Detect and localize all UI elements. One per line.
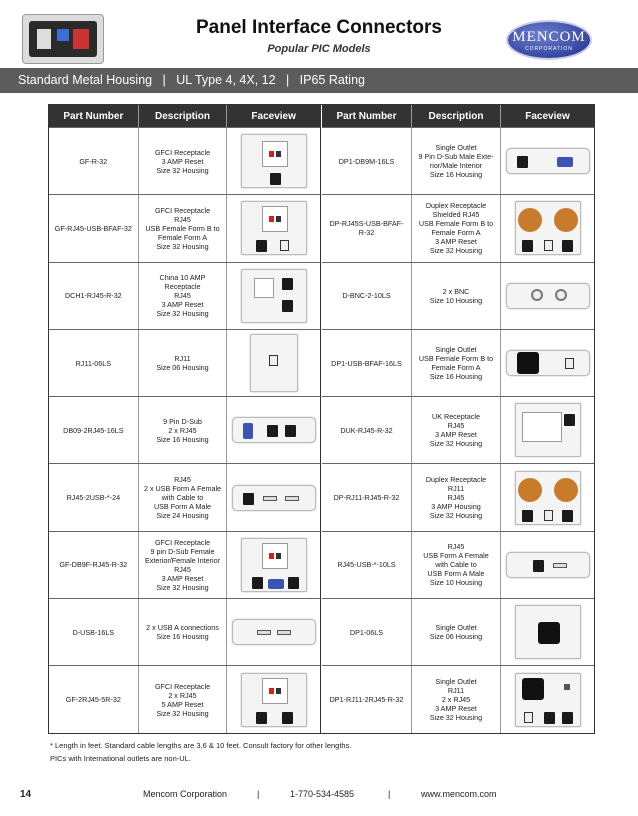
usbb-module-icon (524, 712, 533, 723)
faceview (227, 263, 320, 329)
footer-separator: | (388, 789, 391, 799)
description: Duplex Receptacle RJ11 RJ45 3 AMP Housing Size 32 Housing (412, 464, 501, 530)
table-row (49, 598, 320, 665)
connector-table (48, 104, 595, 734)
rj-module-icon (562, 510, 573, 522)
faceview-plate (515, 471, 581, 525)
description: 2 x USB A connections Size 16 Housing (139, 599, 228, 665)
faceview-plate (241, 134, 307, 188)
part-number: DP1-DB9M-16LS (322, 128, 412, 194)
logo-subtext: CORPORATION (525, 46, 573, 52)
table-row (322, 127, 594, 194)
table-row (322, 262, 594, 329)
part-number: DP-RJ45S-USB-BFAF- R-32 (322, 195, 412, 261)
description: RJ11 Size 06 Housing (139, 330, 228, 396)
outlet-module-icon (517, 352, 539, 374)
description: 2 x BNC Size 10 Housing (412, 263, 501, 329)
faceview-plate (506, 350, 590, 376)
table-row (49, 329, 320, 396)
part-number: RJ11-06LS (49, 330, 139, 396)
dbh-module-icon (268, 579, 284, 589)
dup-module-icon (554, 208, 578, 232)
rj-module-icon (267, 425, 278, 437)
usba-module-icon (257, 630, 271, 635)
dup-module-icon (518, 208, 542, 232)
usbb-module-icon (269, 355, 278, 366)
faceview (501, 330, 594, 396)
faceview-plate (506, 552, 590, 578)
part-number: DP-RJ11-RJ45-R-32 (322, 464, 412, 530)
faceview-plate (241, 201, 307, 255)
table-row (49, 127, 320, 194)
rj-module-icon (270, 173, 281, 185)
table-row (49, 531, 320, 598)
faceview (501, 263, 594, 329)
faceview (227, 532, 320, 598)
rj-module-icon (288, 577, 299, 589)
table-row (322, 463, 594, 530)
table-row (49, 262, 320, 329)
outletw-module-icon (254, 278, 274, 298)
page-number: 14 (20, 789, 32, 800)
faceview (501, 397, 594, 463)
db-module-icon (243, 423, 253, 439)
faceview-plate (241, 269, 307, 323)
dbh-module-icon (557, 157, 573, 167)
table-row (49, 396, 320, 463)
ukw-module-icon (522, 412, 562, 442)
description: GFCI Receptacle 9 pin D-Sub Female Exterior/Female Interior RJ45 3 AMP Reset Size 32 Housing (139, 532, 228, 598)
faceview-plate (232, 417, 316, 443)
rj-module-icon (517, 156, 528, 168)
footer-company: Mencom Corporation (143, 789, 228, 799)
table-row (322, 329, 594, 396)
part-number: D-USB-16LS (49, 599, 139, 665)
rj-module-icon (282, 278, 293, 290)
housing-spec-band: Standard Metal Housing | UL Type 4, 4X, 12 | IP65 Rating (0, 68, 638, 93)
description: Single Outlet RJ11 2 x RJ45 3 AMP Reset Size 32 Housing (412, 666, 501, 732)
gfci-module-icon (262, 678, 288, 704)
bnc-module-icon (555, 289, 567, 301)
rj-module-icon (522, 510, 533, 522)
outlet-module-icon (538, 622, 560, 644)
table-row (49, 665, 320, 732)
left-column (49, 105, 321, 733)
logo-text: MENCOM (512, 29, 586, 45)
page-subtitle: Popular PIC Models (267, 43, 371, 55)
right-column (322, 105, 594, 733)
header-description: Description (139, 105, 228, 127)
table-row (322, 598, 594, 665)
part-number: DUK-RJ45-R-32 (322, 397, 412, 463)
dup-module-icon (518, 478, 542, 502)
part-number: DCH1-RJ45-R-32 (49, 263, 139, 329)
faceview (501, 464, 594, 530)
rj-module-icon (285, 425, 296, 437)
faceview (501, 599, 594, 665)
gfci-module-icon (262, 141, 288, 167)
faceview-plate (241, 673, 307, 727)
faceview-plate (241, 538, 307, 592)
table-row (322, 396, 594, 463)
page-header (0, 0, 638, 68)
part-number: DB09-2RJ45-16LS (49, 397, 139, 463)
usba-module-icon (277, 630, 291, 635)
usba-module-icon (263, 496, 277, 501)
faceview (501, 532, 594, 598)
faceview (227, 666, 320, 732)
description: GFCI Receptacle 3 AMP Reset Size 32 Housing (139, 128, 228, 194)
faceview-plate (515, 403, 581, 457)
bnc-module-icon (531, 289, 543, 301)
faceview (501, 666, 594, 732)
description: Duplex Receptacle Shielded RJ45 USB Female Form B to Female Form A 3 AMP Reset Size 32 Housing (412, 195, 501, 261)
part-number: GF-DB9F-RJ45-R-32 (49, 532, 139, 598)
faceview (227, 397, 320, 463)
description: Single Outlet Size 06 Housing (412, 599, 501, 665)
usba-module-icon (553, 563, 567, 568)
faceview-plate (515, 605, 581, 659)
rj-module-icon (252, 577, 263, 589)
international-note: PICs with International outlets are non-UL. (50, 754, 191, 763)
description: RJ45 2 x USB Form A Female with Cable to USB Form A Male Size 24 Housing (139, 464, 228, 530)
faceview (501, 195, 594, 261)
rj-module-icon (544, 712, 555, 724)
usba-module-icon (285, 496, 299, 501)
description: 9 Pin D-Sub 2 x RJ45 Size 16 Housing (139, 397, 228, 463)
description: UK Receptacle RJ45 3 AMP Reset Size 32 Housing (412, 397, 501, 463)
rj-module-icon (243, 493, 254, 505)
gfci-module-icon (262, 543, 288, 569)
part-number: RJ45-2USB-*-24 (49, 464, 139, 530)
header-faceview: Faceview (251, 110, 296, 122)
header-description: Description (412, 105, 501, 127)
description: GFCI Receptacle RJ45 USB Female Form B to Female Form A Size 32 Housing (139, 195, 228, 261)
footer-separator: | (257, 789, 260, 799)
table-header (49, 105, 320, 127)
faceview (227, 330, 320, 396)
rj-module-icon (256, 240, 267, 252)
description: Single Outlet 9 Pin D-Sub Male Exte- rior/Male Interior Size 16 Housing (412, 128, 501, 194)
usbb-module-icon (280, 240, 289, 251)
table-header (322, 105, 594, 127)
faceview-plate (232, 619, 316, 645)
faceview (227, 128, 320, 194)
description: China 10 AMP Receptacle RJ45 3 AMP Reset Size 32 Housing (139, 263, 228, 329)
table-row (322, 531, 594, 598)
part-number: GF-RJ45-USB-BFAF-32 (49, 195, 139, 261)
gfci-module-icon (262, 206, 288, 232)
rj-module-icon (522, 240, 533, 252)
faceview (227, 599, 320, 665)
outlet-module-icon (522, 678, 544, 700)
header-faceview: Faceview (525, 110, 570, 122)
part-number: D-BNC-2-10LS (322, 263, 412, 329)
faceview-plate (515, 201, 581, 255)
faceview-plate (250, 334, 298, 392)
part-number: DP1-USB-BFAF-16LS (322, 330, 412, 396)
mencom-logo (506, 20, 592, 60)
header-part-number: Part Number (49, 105, 139, 127)
part-number: DP1-RJ11-2RJ45-R-32 (322, 666, 412, 732)
faceview (227, 195, 320, 261)
header-part-number: Part Number (322, 105, 412, 127)
table-row (49, 194, 320, 261)
table-row (322, 194, 594, 261)
table-row (322, 665, 594, 732)
rj-module-icon (282, 712, 293, 724)
rj-module-icon (562, 712, 573, 724)
part-number: GF-R-32 (49, 128, 139, 194)
part-number: RJ45-USB-*-10LS (322, 532, 412, 598)
faceview-plate (515, 673, 581, 727)
footer-website[interactable]: www.mencom.com (421, 789, 497, 799)
faceview-plate (506, 283, 590, 309)
description: GFCI Receptacle 2 x RJ45 5 AMP Reset Size 32 Housing (139, 666, 228, 732)
rj-module-icon (533, 560, 544, 572)
usbb-module-icon (544, 240, 553, 251)
part-number: GF-2RJ45-5R-32 (49, 666, 139, 732)
dot-module-icon (564, 684, 570, 690)
cable-length-note: * Length in feet. Standard cable lengths are 3,6 & 10 feet. Consult factory for other lengths. (50, 741, 352, 750)
rj-module-icon (256, 712, 267, 724)
rj-module-icon (564, 414, 575, 426)
table-row (49, 463, 320, 530)
faceview-plate (232, 485, 316, 511)
footer-phone: 1-770-534-4585 (290, 789, 355, 799)
faceview (227, 464, 320, 530)
description: Single Outlet USB Female Form B to Female Form A Size 16 Housing (412, 330, 501, 396)
faceview (501, 128, 594, 194)
faceview-plate (506, 148, 590, 174)
rj-module-icon (562, 240, 573, 252)
part-number: DP1-06LS (322, 599, 412, 665)
page-title: Panel Interface Connectors (195, 17, 443, 38)
usbb-module-icon (565, 358, 574, 369)
usbb-module-icon (544, 510, 553, 521)
rj-module-icon (282, 300, 293, 312)
description: RJ45 USB Form A Female with Cable to USB Form A Male Size 10 Housing (412, 532, 501, 598)
dup-module-icon (554, 478, 578, 502)
